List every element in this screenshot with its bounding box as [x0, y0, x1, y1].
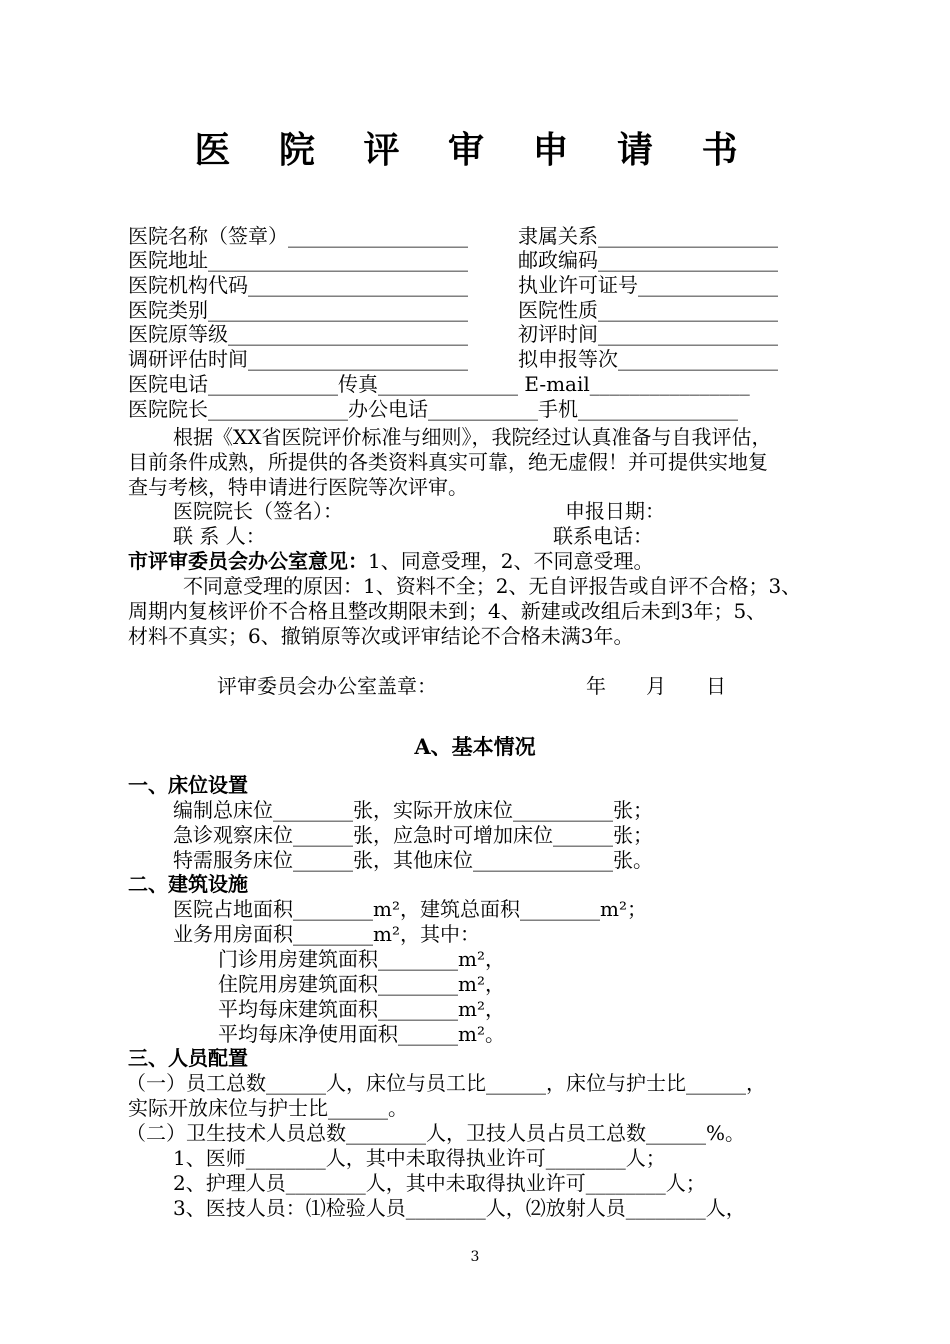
- director-signature-label: 医院院长（签名）：: [173, 499, 343, 523]
- beds-line: 急诊观察床位______张，应急时可增加床位______张；: [173, 823, 653, 847]
- survey-time-field: 调研评估时间______________________: [128, 347, 468, 371]
- hospital-nature-field: 医院性质__________________: [518, 298, 778, 322]
- hospital-address-field: 医院地址__________________________: [128, 248, 468, 272]
- office-opinion-row: [128, 549, 653, 573]
- contact-phone-label: 联系电话：: [553, 524, 653, 548]
- postal-code-field: 邮政编码__________________: [518, 248, 778, 272]
- planned-grade-field: 拟申报等次________________: [518, 347, 778, 371]
- org-code-field: 医院机构代码______________________: [128, 273, 468, 297]
- affiliation-field: 隶属关系__________________: [518, 224, 778, 248]
- rejection-reason-line: 不同意受理的原因：1、资料不全；2、无自评报告或自评不合格；3、: [183, 574, 802, 598]
- original-grade-field: 医院原等级________________________: [128, 322, 468, 346]
- document-title: 医 院 评 审 申 请 书: [194, 129, 756, 171]
- building-line: 业务用房面积________m²，其中：: [173, 922, 480, 946]
- building-line: 医院占地面积________m²，建筑总面积________m²；: [173, 897, 647, 921]
- declaration-line: 查与考核，特申请进行医院等次评审。: [128, 475, 468, 499]
- building-sub-line: 平均每床建筑面积________m²，: [218, 997, 505, 1021]
- stamp-date: 年 月 日: [586, 674, 726, 698]
- beds-line: 特需服务床位______张，其他床位______________张。: [173, 848, 653, 872]
- rejection-reason-line: 周期内复核评价不合格且整改期限未到；4、新建或改组后未到3年；5、: [128, 599, 767, 623]
- office-opinion-options: 1、同意受理，2、不同意受理。: [368, 549, 654, 573]
- beds-line: 编制总床位________张，实际开放床位__________张；: [173, 798, 653, 822]
- phone-fax-email-row: 医院电话_____________传真______________ E-mail________________: [128, 372, 750, 396]
- director-phone-row: 医院院长______________办公电话___________手机________________: [128, 397, 738, 421]
- staff-item: 3、医技人员：⑴检验人员________人，⑵放射人员________人，: [173, 1196, 746, 1220]
- initial-review-time-field: 初评时间__________________: [518, 322, 778, 346]
- section-a-title: A、基本情况: [414, 734, 536, 759]
- staff-total-line: 实际开放床位与护士比______。: [128, 1096, 408, 1120]
- building-sub-line: 平均每床净使用面积______m²。: [218, 1022, 505, 1046]
- declaration-line: 目前条件成熟，所提供的各类资料真实可靠，绝无虚假！并可提供实地复: [128, 450, 768, 474]
- hospital-name-field: 医院名称（签章）__________________: [128, 224, 468, 248]
- contact-person-label: 联 系 人：: [173, 524, 266, 548]
- declaration-line: 根据《XX省医院评价标准与细则》，我院经过认真准备与自我评估，: [173, 425, 772, 449]
- building-sub-line: 住院用房建筑面积________m²，: [218, 972, 505, 996]
- building-sub-line: 门诊用房建筑面积________m²，: [218, 947, 505, 971]
- beds-heading: 一、床位设置: [128, 773, 248, 797]
- staff-heading: 三、人员配置: [128, 1046, 248, 1070]
- rejection-reason-line: 材料不真实；6、撤销原等次或评审结论不合格未满3年。: [128, 624, 634, 648]
- health-tech-line: （二）卫生技术人员总数________人，卫技人员占员工总数______%。: [126, 1121, 746, 1145]
- license-number-field: 执业许可证号______________: [518, 273, 778, 297]
- office-stamp-label: 评审委员会办公室盖章：: [217, 674, 437, 698]
- staff-total-line: （一）员工总数______人，床位与员工比______，床位与护士比______，: [126, 1071, 766, 1095]
- staff-item: 2、护理人员________人，其中未取得执业许可________人；: [173, 1171, 706, 1195]
- hospital-category-field: 医院类别__________________________: [128, 298, 468, 322]
- building-heading: 二、建筑设施: [128, 872, 248, 896]
- office-opinion-label: 市评审委员会办公室意见：: [128, 549, 368, 573]
- application-date-label: 申报日期：: [565, 499, 665, 523]
- page-number: 3: [470, 1249, 480, 1265]
- staff-item: 1、医师________人，其中未取得执业许可________人；: [173, 1146, 666, 1170]
